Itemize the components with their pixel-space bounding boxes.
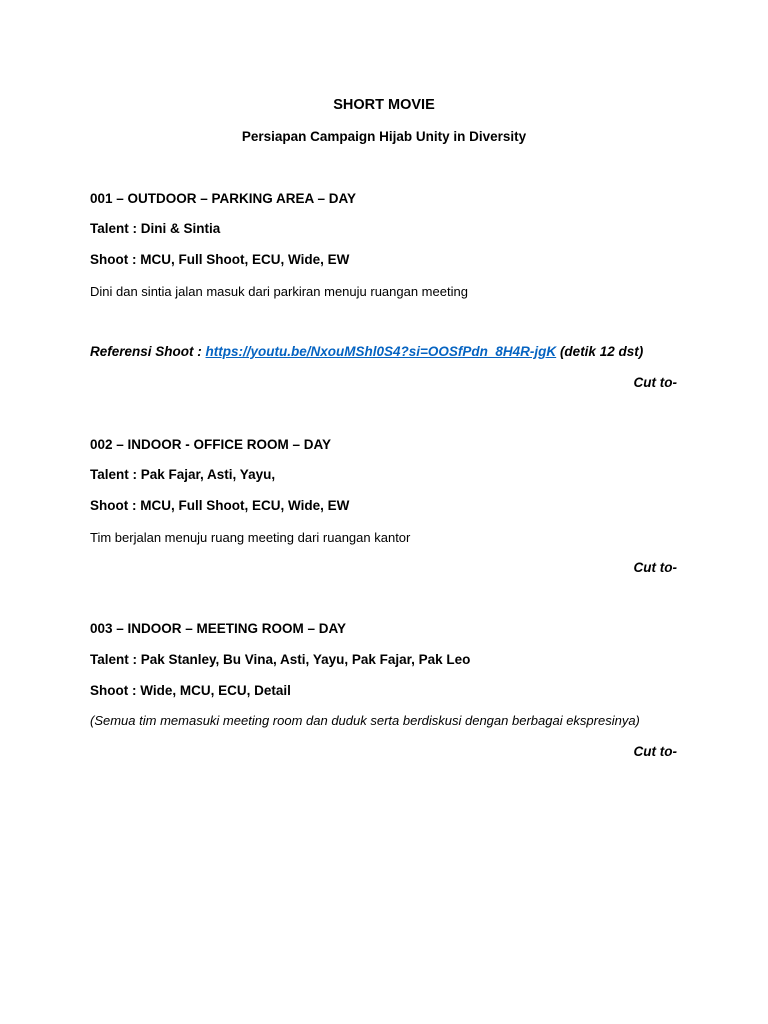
scene-1-description: Dini dan sintia jalan masuk dari parkiran menuju ruangan meeting [90, 284, 468, 299]
scene-1-heading: 001 – OUTDOOR – PARKING AREA – DAY [90, 191, 357, 206]
scene-2-shoot: Shoot : MCU, Full Shoot, ECU, Wide, EW [90, 498, 350, 513]
scene-1-reference [90, 343, 643, 361]
scene-2-heading: 002 – INDOOR - OFFICE ROOM – DAY [90, 437, 332, 452]
reference-label: Referensi Shoot : [90, 344, 206, 359]
scene-2-transition: Cut to- [633, 560, 677, 575]
scene-2-talent: Talent : Pak Fajar, Asti, Yayu, [90, 467, 276, 482]
document-title: SHORT MOVIE [333, 97, 435, 113]
scene-2-description: Tim berjalan menuju ruang meeting dari ruangan kantor [90, 530, 411, 545]
reference-note: (detik 12 dst) [556, 344, 644, 359]
scene-3-transition: Cut to- [633, 744, 677, 759]
scene-1-shoot: Shoot : MCU, Full Shoot, ECU, Wide, EW [90, 252, 350, 267]
scene-3-shoot: Shoot : Wide, MCU, ECU, Detail [90, 683, 291, 698]
document-subtitle: Persiapan Campaign Hijab Unity in Diversity [241, 129, 527, 144]
scene-3-description: (Semua tim memasuki meeting room dan duduk serta berdiskusi dengan berbagai ekspresinya) [90, 713, 640, 728]
scene-1-transition: Cut to- [633, 375, 677, 390]
scene-3-heading: 003 – INDOOR – MEETING ROOM – DAY [90, 621, 347, 636]
scene-1-talent: Talent : Dini & Sintia [90, 221, 221, 236]
reference-link[interactable]: https://youtu.be/NxouMShl0S4?si=OOSfPdn_8H4R-jgK [205, 344, 557, 359]
scene-3-talent: Talent : Pak Stanley, Bu Vina, Asti, Yayu, Pak Fajar, Pak Leo [90, 652, 471, 667]
